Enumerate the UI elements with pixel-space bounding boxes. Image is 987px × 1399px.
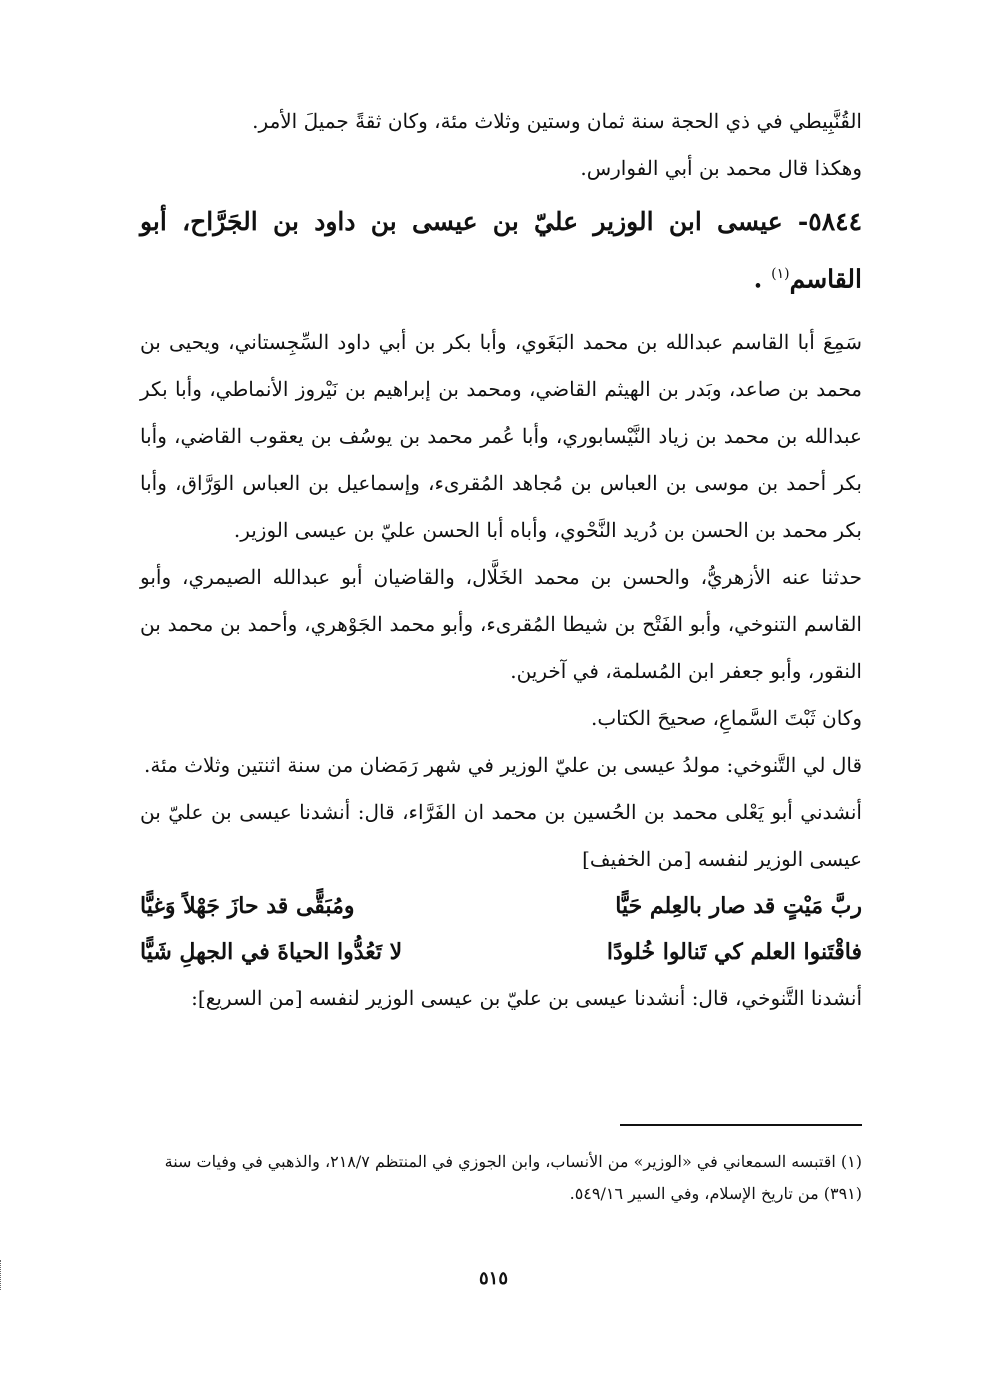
verse-line-2 [140, 929, 862, 975]
paragraph-mawlid: قال لي التَّنوخي: مولدُ عيسى بن عليّ الوزير في شهر رَمَضان من سنة اثنتين وثلاث مئة. [144, 753, 862, 778]
entry-heading-text: ٥٨٤٤- عيسى ابن الوزير عليّ بن عيسى بن داود بن الجَرَّاح، أبو القاسم [140, 207, 862, 294]
verse-2-first-hemistich: فاقْتَنوا العلم كي تَنالوا خُلودًا [606, 939, 862, 966]
paragraph-last: أنشدنا التَّنوخي، قال: أنشدنا عيسى بن عليّ بن عيسى الوزير لنفسه [من السريع]: [191, 986, 862, 1011]
footnote-divider [620, 1124, 862, 1126]
footnote-1: (١) اقتبسه السمعاني في «الوزير» من الأنساب، وابن الجوزي في المنتظم ٢١٨/٧، والذهبي في وفيات سنة (٣٩١) من تاريخ الإسلام، وفي السير ٥٤٩/١٦. [164, 1152, 862, 1203]
verse-line-1 [140, 883, 862, 929]
page-number: ٥١٥ [478, 1268, 508, 1289]
paragraph-top-2: وهكذا قال محمد بن أبي الفوارس. [580, 156, 862, 180]
paragraph-haddathana: حدثنا عنه الأزهريُّ، والحسن بن محمد الخَلَّال، والقاضيان أبو عبدالله الصيمري، وأبو القاسم التنوخي، وأبو الفَتْح بن شيطا المُقرىء، وأبو محمد الجَوْهري، وأحمد بن محمد بن النقور، وأبو جعفر ابن المُسلمة، في آخرين. [140, 565, 862, 684]
paragraph-thabt: وكان ثَبْتَ السَّماعِ، صحيحَ الكتاب. [590, 706, 862, 731]
entry-heading-end: . [753, 264, 763, 294]
entry-heading [140, 196, 862, 305]
verse-1-second-hemistich: ومُبَقًّى قد حازَ جَهْلاً وَغيًّا [140, 893, 355, 920]
footnote-ref[interactable]: (١) [771, 266, 790, 282]
verse-2-second-hemistich: لا تَعُدُّوا الحياةَ في الجهلِ شَيًّا [140, 939, 403, 966]
footnotes [140, 1146, 862, 1210]
paragraph-top-1: القُنَّبِيطي في ذي الحجة سنة ثمان وستين وثلاث مئة، وكان ثقةً جميلَ الأمر. [252, 109, 862, 133]
paragraph-samia: سَمِعَ أبا القاسم عبدالله بن محمد البَغَوي، وأبا بكر بن أبي داود السِّجِستاني، ويحيى بن محمد بن صاعد، وبَدر بن الهيثم القاضي، ومحمد بن إبراهيم بن نَيْروز الأنماطي، وأبا بكر عبدالله بن محمد بن زياد النَّيْسابوري، وأبا عُمر محمد بن يوسُف بن يعقوب القاضي، وأبا بكر أحمد بن موسى بن العباس بن مُجاهد المُقرىء، وإسماعيل بن العباس الوَرَّاق، وأبا بكر محمد بن الحسن بن دُريد النَّحْوي، وأباه أبا الحسن عليّ بن عيسى الوزير. [140, 330, 862, 543]
verse-1-first-hemistich: ربَّ مَيْتٍ قد صار بالعِلم حَيًّا [615, 893, 862, 920]
paragraph-anshadani: أنشدني أبو يَعْلى محمد بن الحُسين بن محمد ان الفَرَّاء، قال: أنشدنا عيسى بن عليّ بن عيسى الوزير لنفسه [من الخفيف] [140, 800, 862, 872]
main-text [140, 98, 862, 1022]
